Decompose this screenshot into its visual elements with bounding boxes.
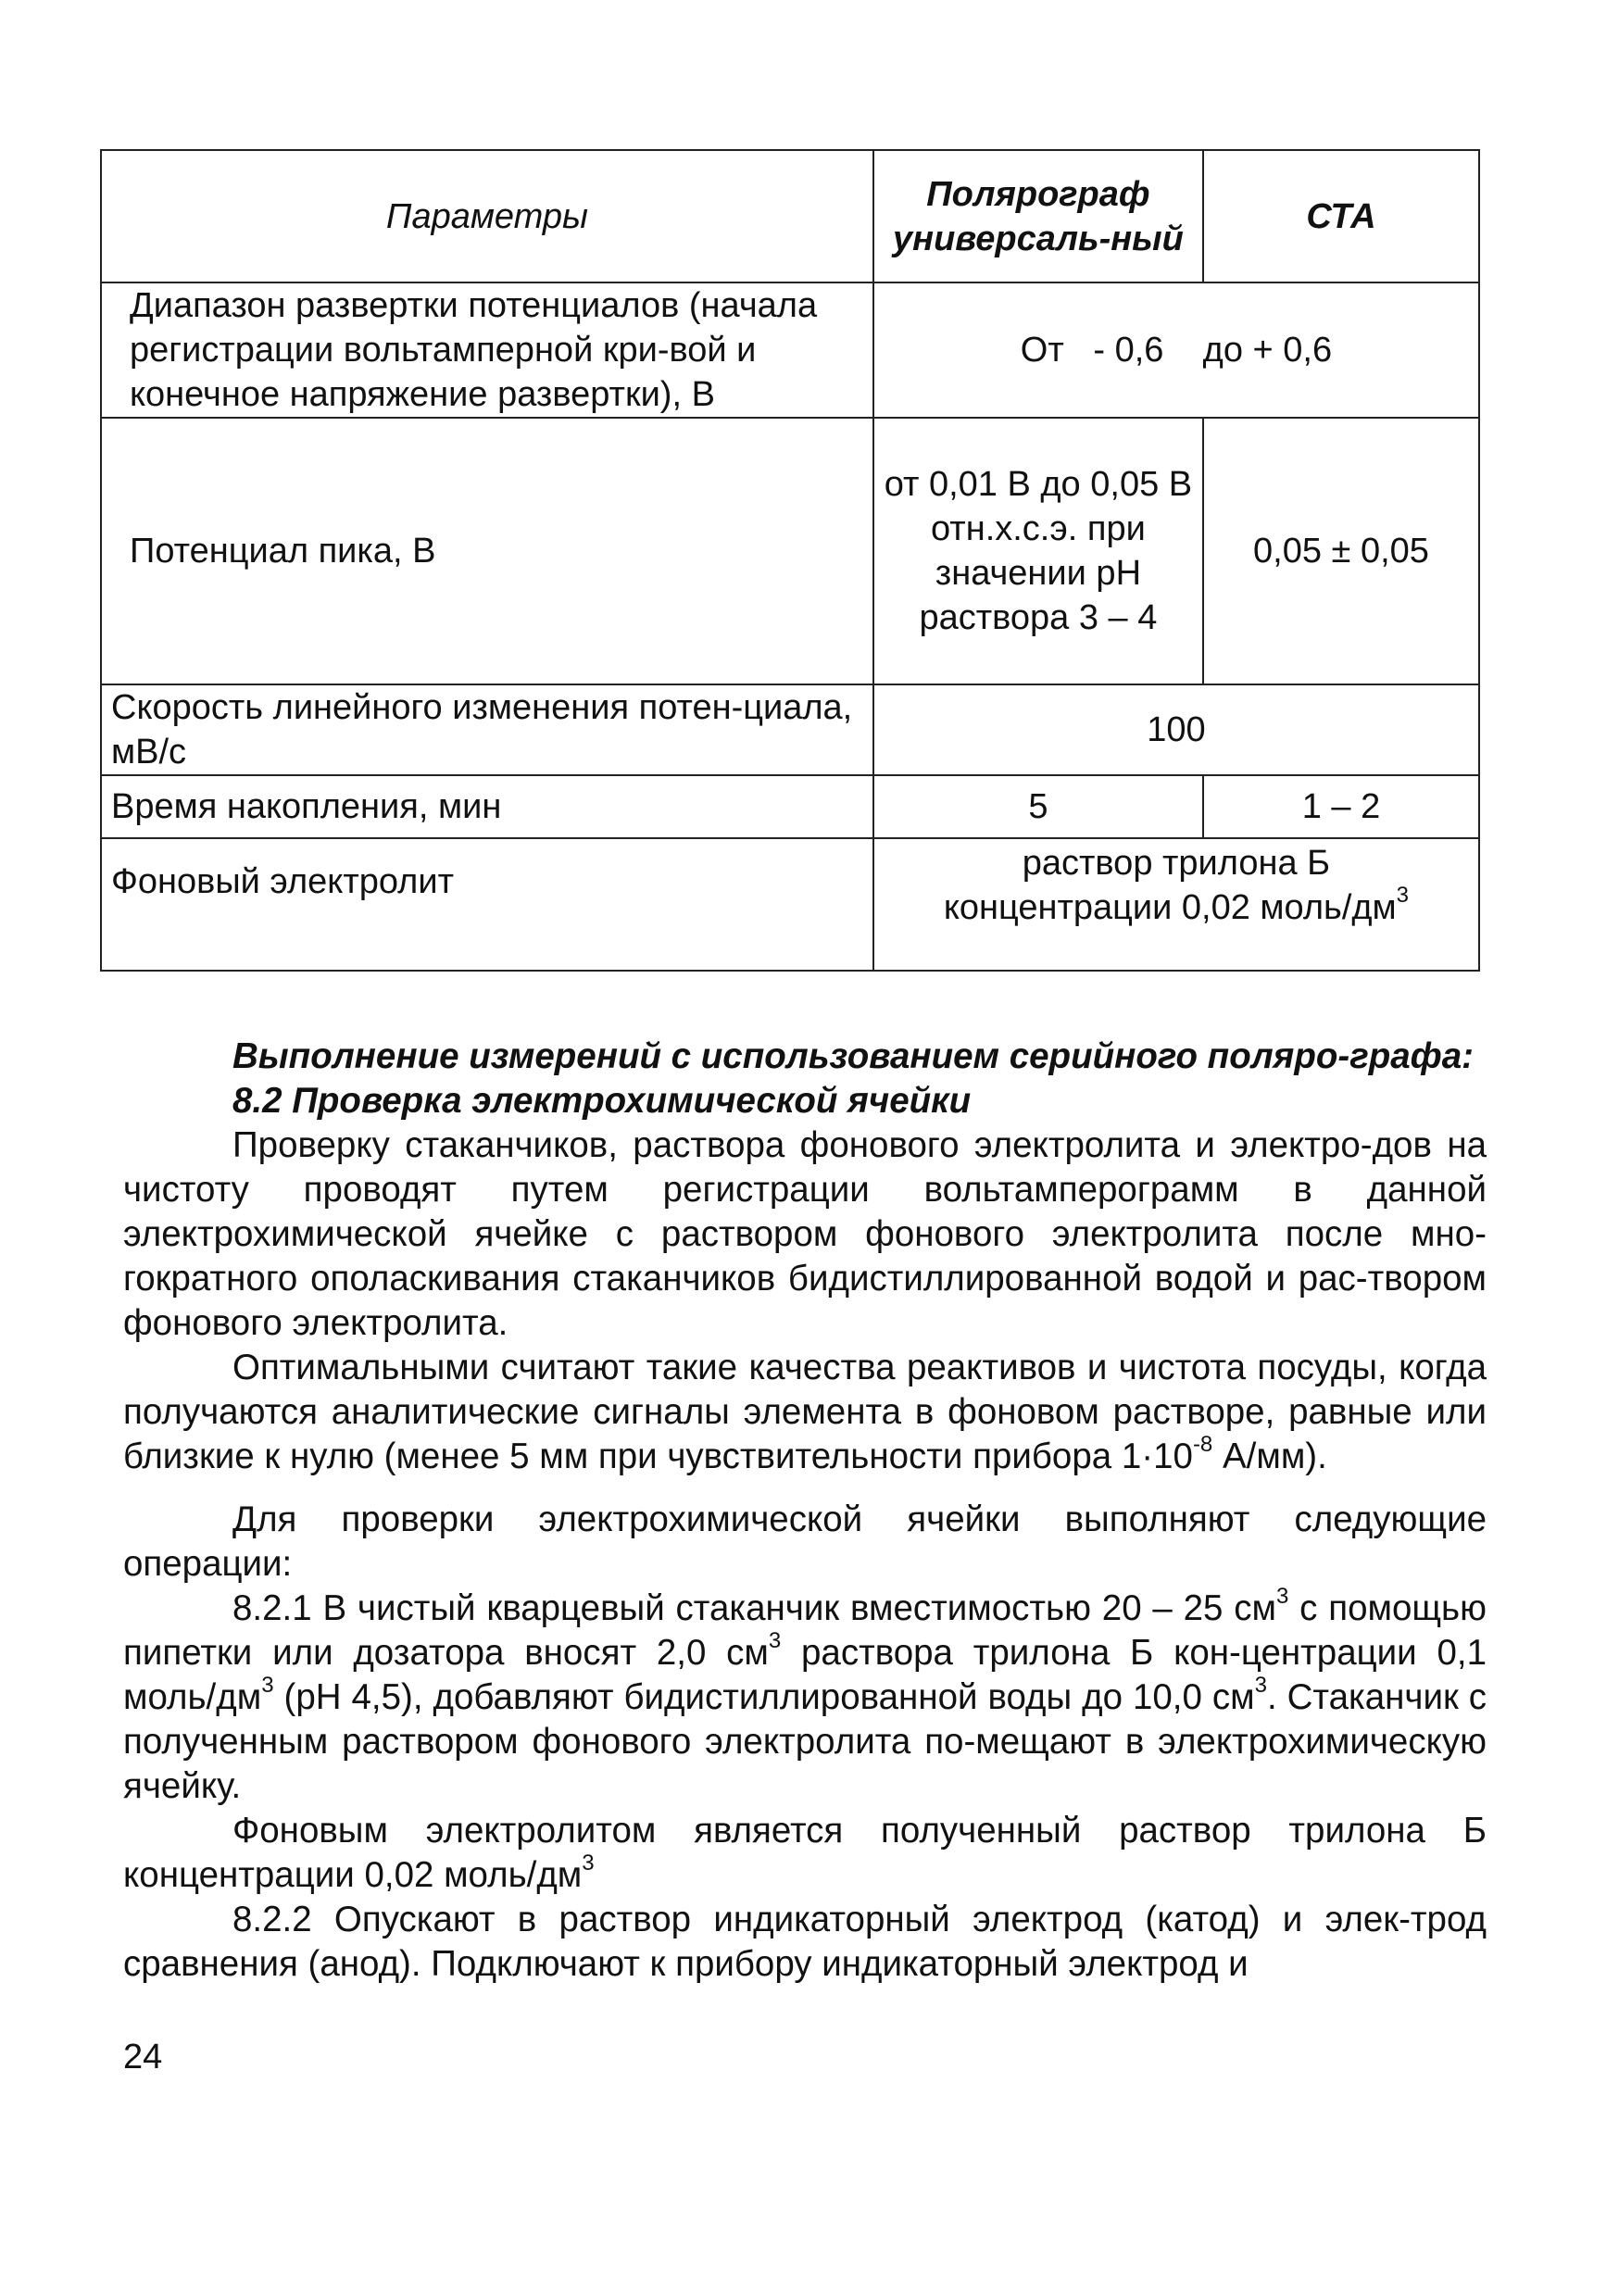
section-heading: Выполнение измерений с использованием серийного поляро-графа: (232, 1036, 1474, 1076)
table-row (101, 684, 1479, 775)
table-header-row (101, 150, 1479, 282)
param-cell: Время накопления, мин (101, 775, 873, 838)
section-subheading: 8.2 Проверка электрохимической ячейки (232, 1081, 972, 1121)
param-cell: Скорость линейного изменения потен-циала, мВ/с (101, 684, 873, 775)
superscript: -8 (1192, 1432, 1213, 1457)
header-polarograph: Полярограф универсаль-ный (873, 150, 1203, 282)
paragraph: Для проверки электрохимической ячейки выполняют следующие операции: (123, 1499, 1487, 1584)
paragraph-text: Оптимальными считают такие качества реактивов и чистота посуды, когда получаются аналитические сигналы элемента в фоновом растворе, равные или близкие к нулю (менее 5 мм при чувствительности прибора 1·10 (123, 1348, 1487, 1476)
header-sta: СТА (1203, 150, 1479, 282)
header-params: Параметры (101, 150, 873, 282)
value-line-2-text: концентрации 0,02 моль/дм (943, 888, 1397, 927)
paragraph: Проверку стаканчиков, раствора фонового электролита и электро-дов на чистоту проводят путем регистрации вольтамперограмм в данной электрохимической ячейке с раствором фонового электролита после мно-гократного ополаскивания стаканчиков бидистиллированной водой и рас-твором фонового электролита. (123, 1125, 1487, 1343)
paragraph-text: (рН 4,5), добавляют бидистиллированной воды до 10,0 см (273, 1677, 1255, 1717)
table-row (101, 775, 1479, 838)
paragraph-text: А/мм). (1212, 1437, 1327, 1476)
spacer (123, 1479, 1487, 1498)
param-cell: Диапазон развертки потенциалов (начала регистрации вольтамперной кри-вой и конечное напряжение развертки), В (101, 282, 873, 418)
superscript: 3 (768, 1628, 782, 1653)
superscript: 3 (1276, 1584, 1289, 1609)
table-row (101, 418, 1479, 684)
value-line-2 (884, 885, 1469, 930)
polarograph-value-cell: от 0,01 В до 0,05 В отн.х.с.э. при значении рН раствора 3 – 4 (873, 418, 1203, 684)
paragraph: 8.2.2 Опускают в раствор индикаторный электрод (катод) и элек-трод сравнения (анод). Подключают к прибору индикаторный электрод и (123, 1900, 1487, 1984)
value-cell: 100 (873, 684, 1479, 775)
page-number: 24 (123, 2038, 163, 2076)
superscript: 3 (1396, 883, 1410, 908)
value-line-1: раствор трилона Б (1022, 844, 1331, 883)
polarograph-value-cell: 5 (873, 775, 1203, 838)
superscript: 3 (582, 1851, 595, 1876)
paragraph-text: 8.2.1 В чистый кварцевый стаканчик вместимостью 20 – 25 см (232, 1588, 1276, 1628)
value-cell (873, 838, 1479, 971)
table-row (101, 282, 1479, 418)
sta-value-cell: 0,05 ± 0,05 (1203, 418, 1479, 684)
superscript: 3 (1254, 1673, 1267, 1698)
sta-value-cell: 1 – 2 (1203, 775, 1479, 838)
paragraph-text: с помощью пипетки или дозатора вносят 2,0 см (123, 1588, 1487, 1673)
paragraph (123, 1584, 1487, 1809)
parameters-table (100, 149, 1480, 972)
paragraph-text: Фоновым электролитом является полученный раствор трилона Б концентрации 0,02 моль/дм (123, 1811, 1487, 1895)
param-cell: Фоновый электролит (101, 838, 873, 971)
paragraph-text: раствора трилона Б кон-центрации 0,1 моль/дм (123, 1633, 1487, 1717)
superscript: 3 (261, 1673, 274, 1698)
value-cell: От - 0,6 до + 0,6 (873, 282, 1479, 418)
paragraph (123, 1346, 1487, 1479)
body-text (123, 1035, 1487, 1987)
paragraph (123, 1809, 1487, 1898)
paragraph-text: . Стаканчик с полученным раствором фонового электролита по-мещают в электрохимическую ячейку. (123, 1677, 1487, 1806)
param-cell: Потенциал пика, В (101, 418, 873, 684)
table-row (101, 838, 1479, 971)
